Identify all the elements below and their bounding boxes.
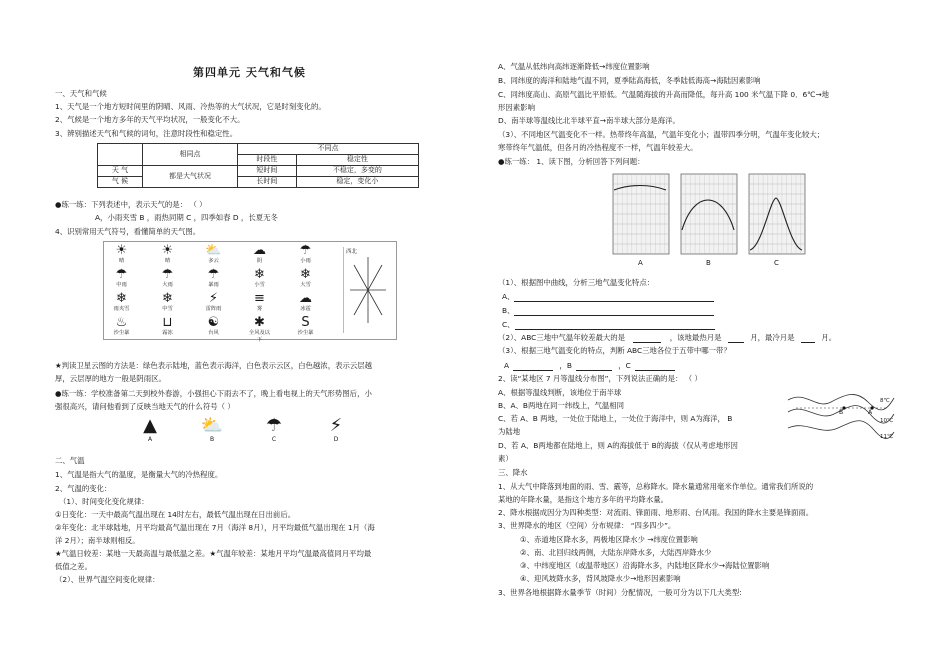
symbol-letter: C [271, 436, 277, 443]
symbol-letter: D [333, 436, 339, 443]
paragraph: 低值之差。 [55, 562, 92, 571]
table-header: 不同点 [238, 144, 419, 155]
symbol-option [199, 416, 225, 444]
weather-label: 中雪 [162, 306, 173, 312]
point-label: A [868, 409, 873, 416]
symbol-options [137, 416, 367, 454]
exercise: ●练一练：下列表述中，表示天气的是： （ ） [55, 200, 207, 209]
wind-direction-icon [344, 247, 392, 333]
paragraph: ★气温日较差：某地一天最高温与最低温之差。★气温年较差：某地月平均气温最高值同月平均最 [55, 549, 372, 558]
paragraph: 4、识别常用天气符号，看懂简单的天气图。 [55, 227, 201, 236]
weather-icon: ✱ [254, 315, 265, 330]
question: （2）、ABC三地中气温年较差最大的是 ，该地最热月是 月，最冷月是 月。 [498, 333, 837, 342]
answer-blank[interactable] [576, 362, 612, 371]
symbol-icon: ⛅ [200, 415, 224, 436]
weather-icon: ≡ [254, 291, 265, 306]
weather-label: 雷阵雨 [205, 306, 222, 312]
weather-symbol-grid [103, 241, 397, 343]
weather-label: 霜冻 [162, 330, 173, 336]
climate-chart [678, 170, 740, 270]
question: 2、读“某地区 7 月等温线分布图”，下列说法正确的是： （ ） [498, 374, 702, 383]
paragraph: D、南半球等温线比北半球平直→南半球大部分是海洋。 [498, 116, 680, 125]
weather-label: 暴雨 [208, 282, 219, 288]
option: A、根据等温线判断，该地位于南半球 [498, 388, 622, 397]
weather-icon: ⊔ [162, 315, 173, 330]
option: 为陆地 [498, 427, 521, 436]
symbol-icon: ☂ [265, 415, 283, 436]
option: B、A、B两地在同一纬线上，气温相同 [498, 401, 625, 410]
weather-symbol [248, 316, 271, 342]
paragraph: 3、世界各地根据降水量季节（时间）分配情况，一般可分为以下几大类型: [498, 588, 742, 597]
weather-symbol [294, 316, 317, 342]
question: （1）、根据图中曲线，分析三地气温变化特点： [498, 278, 655, 287]
table-header: 时段性 [238, 155, 297, 166]
answer-blank[interactable] [635, 362, 675, 371]
table-cell: 稳定，变化小 [296, 177, 418, 188]
paragraph: 1、气温是指大气的温度，是衡量大气的冷热程度。 [55, 470, 223, 479]
table-cell: 天 气 [98, 166, 143, 177]
wind-label: 西北 [346, 249, 358, 255]
weather-label: 多云 [208, 258, 219, 264]
answer-blank[interactable] [728, 334, 744, 343]
isotherm-label: 10℃ [880, 418, 894, 424]
table-cell: 不稳定，多变的 [296, 166, 418, 177]
weather-icon: ⛅ [205, 243, 222, 258]
weather-icon: ☂ [161, 267, 174, 282]
paragraph: ①日变化：一天中最高气温出现在 14时左右，最低气温出现在日出前后。 [55, 510, 296, 519]
option: D、若 A、B两地都在陆地上，则 A的海拔低于 B的海拔（仅从考虑地形因 [498, 441, 738, 450]
climate-chart [746, 170, 808, 270]
paragraph: （2）、世界气温空间变化规律： [55, 575, 160, 584]
section-heading: 二、气温 [55, 456, 85, 465]
answer-blank[interactable] [633, 334, 661, 343]
paragraph: 厚，云层厚的地方一般是阴雨区。 [55, 374, 166, 383]
chart-letter: C [774, 259, 779, 267]
weather-label: 中雨 [116, 282, 127, 288]
paragraph: C、同纬度高山、高原气温比平原低。气温随海拔的升高而降低，每升高 100 米气温下降 0．6℃→地 [498, 90, 830, 99]
answer-line: A ，B ，C [504, 361, 679, 371]
isotherm-map [786, 386, 896, 444]
weather-label: 沙尘暴 [297, 330, 314, 336]
weather-label: 台风 [208, 330, 219, 336]
weather-label: 晴 [118, 258, 125, 264]
weather-icon: ❄ [116, 291, 127, 306]
answer-blank[interactable] [801, 334, 815, 343]
weather-label: 全风及以下 [248, 330, 271, 343]
paragraph: （3）、不同地区气温变化不一样。热带终年高温，气温年变化小；温带四季分明，气温年变化较大； [498, 130, 825, 139]
paragraph: 3、辨别描述天气和气候的词句，注意时段性和稳定性。 [55, 129, 238, 138]
climate-chart [610, 170, 672, 270]
symbol-option [137, 416, 163, 444]
chart-letter: A [638, 259, 643, 267]
section-heading: 三、降水 [498, 468, 528, 477]
paragraph: 形因素影响 [498, 103, 535, 112]
question: （3）、根据三地气温变化的特点，判断 ABC三地各位于五带中哪一带？ [498, 346, 731, 355]
weather-icon: ☯ [207, 315, 220, 330]
weather-icon: ❄ [162, 291, 173, 306]
table-header: 相同点 [143, 144, 238, 166]
paragraph: 某地的年降水量，是指这个地方多年的平均降水量。 [498, 495, 668, 504]
symbol-option [261, 416, 287, 444]
answer-line: C、 [502, 320, 715, 330]
paragraph: B、同纬度的海洋和陆地气温不同，夏季陆高海低，冬季陆低海高→海陆因素影响 [498, 76, 761, 85]
chart-plot [610, 170, 672, 260]
weather-icon: ☂ [299, 243, 312, 258]
chart-plot [746, 170, 808, 260]
weather-icon: ❄ [254, 267, 265, 282]
paragraph: 1、天气是一个地方短时间里的阴晴、风雨、冷热等的大气状况，它是时刻变化的。 [55, 102, 326, 111]
paragraph: A、气温从低纬向高纬逐渐降低→纬度位置影响 [498, 62, 650, 71]
weather-icon: ☁ [253, 243, 266, 258]
temperature-charts [610, 170, 810, 270]
weather-symbol [202, 316, 225, 342]
weather-icon: ☀ [161, 243, 174, 258]
wind-direction-diagram [343, 247, 392, 333]
paragraph: ①、赤道地区降水多，两极地区降水少 →纬度位置影响 [520, 535, 698, 544]
weather-label: 雾 [256, 306, 263, 312]
weather-label: 沙尘暴 [113, 330, 130, 336]
exercise: ●练一练：学校准备第二天到校外春游，小强担心下雨去不了，晚上看电视上的天气形势图后，小 [55, 389, 372, 398]
paragraph: 洋 2月）；南半球则相反。 [55, 536, 140, 545]
weather-symbol [156, 316, 179, 342]
answer-blank[interactable] [513, 362, 553, 371]
paragraph: （1）、时间变化变化规律： [59, 497, 149, 506]
weather-icon: ☀ [115, 243, 128, 258]
paragraph: ②年变化：北半球陆地，月平均最高气温出现在 7月（海洋 8月），月平均最低气温出现在 1月（海 [55, 523, 375, 532]
weather-icon: ☂ [207, 267, 220, 282]
answer-line: B、 [502, 306, 714, 316]
answer-blank[interactable] [514, 293, 714, 302]
symbol-letter: B [209, 436, 215, 443]
weather-icon: ⚡ [208, 291, 219, 306]
exercise: 强很高兴，请问他看到了反映当地天气的什么符号（ ） [55, 402, 235, 411]
paragraph: 3、世界降水的地区（空间）分布规律： “四多四少”。 [498, 521, 676, 530]
chart-letter: B [706, 259, 711, 267]
option: 素） [498, 454, 513, 463]
paragraph: 2、降水根据成因分为四种类型：对流雨、锋面雨、地形雨、台风雨。我国的降水主要是锋面雨。 [498, 508, 814, 517]
paragraph: ③、中纬度地区（或温带地区）沿海降水多，内陆地区降水少→海陆位置影响 [520, 561, 770, 570]
paragraph: ②、南、北回归线两侧，大陆东岸降水多，大陆西岸降水少 [520, 548, 712, 557]
weather-symbol [110, 316, 133, 342]
table-header: 稳定性 [296, 155, 418, 166]
section-heading: 一、天气和气候 [55, 89, 107, 98]
weather-icon: ❄ [300, 267, 311, 282]
weather-label: 晴 [164, 258, 171, 264]
weather-icon: S [301, 315, 310, 330]
paragraph: 1、从大气中降落到地面的雨、雪、霰等，总称降水。降水量通常用毫米作单位。通常我们所说的 [498, 482, 814, 491]
weather-icon: ☂ [115, 267, 128, 282]
page-title: 第四单元 天气和气候 [193, 66, 306, 79]
exercise: ●练一练： 1、读下图，分析回答下列问题： [498, 157, 645, 166]
paragraph: 2、气候是一个地方多年的天气平均状况，一般变化不大。 [55, 115, 245, 124]
symbol-icon: ▲ [143, 415, 157, 436]
isotherm-label: 8℃ [880, 398, 890, 404]
chart-plot [678, 170, 740, 260]
weather-icon: ♨ [115, 315, 128, 330]
table-cell: 长时间 [238, 177, 297, 188]
option: C、若 A、B 两地，一处位于陆地上，一处位于海洋中，则 A为海洋， B [498, 414, 733, 423]
paragraph: ④、迎风坡降水多，背风坡降水少→地形因素影响 [520, 574, 681, 583]
comparison-table [97, 143, 419, 188]
answer-blank[interactable] [514, 307, 714, 316]
symbol-option [323, 416, 349, 444]
weather-label: 雨夹雪 [113, 306, 130, 312]
symbol-icon: ⚡ [329, 415, 343, 436]
weather-label: 大雪 [300, 282, 311, 288]
weather-label: 小雨 [300, 258, 311, 264]
paragraph: ★判读卫星云图的方法是：绿色表示陆地，蓝色表示海洋，白色表示云区，白色越浓，表示云层越 [55, 361, 373, 370]
answer-blank[interactable] [515, 321, 715, 330]
symbol-letter: A [147, 436, 153, 443]
weather-icon: ☁ [299, 291, 312, 306]
paragraph: 寒带终年气温低，但各月的冷热程度不一样，气温年较差大。 [498, 143, 698, 152]
exercise-options: A，小雨夹雪 B ，雨热同期 C ，四季如春 D ，长夏无冬 [95, 213, 278, 222]
point-label: B [839, 409, 844, 416]
weather-label: 大雨 [162, 282, 173, 288]
answer-line: A、 [502, 292, 714, 302]
weather-label: 小雪 [254, 282, 265, 288]
weather-label: 阴 [256, 258, 263, 264]
table-cell: 都是大气状况 [143, 166, 238, 188]
table-cell: 气 候 [98, 177, 143, 188]
isotherm-label: 11℃ [880, 434, 894, 440]
paragraph: 2、气温的变化： [55, 484, 112, 493]
weather-label: 冰雹 [300, 306, 311, 312]
table-cell: 短时间 [238, 166, 297, 177]
